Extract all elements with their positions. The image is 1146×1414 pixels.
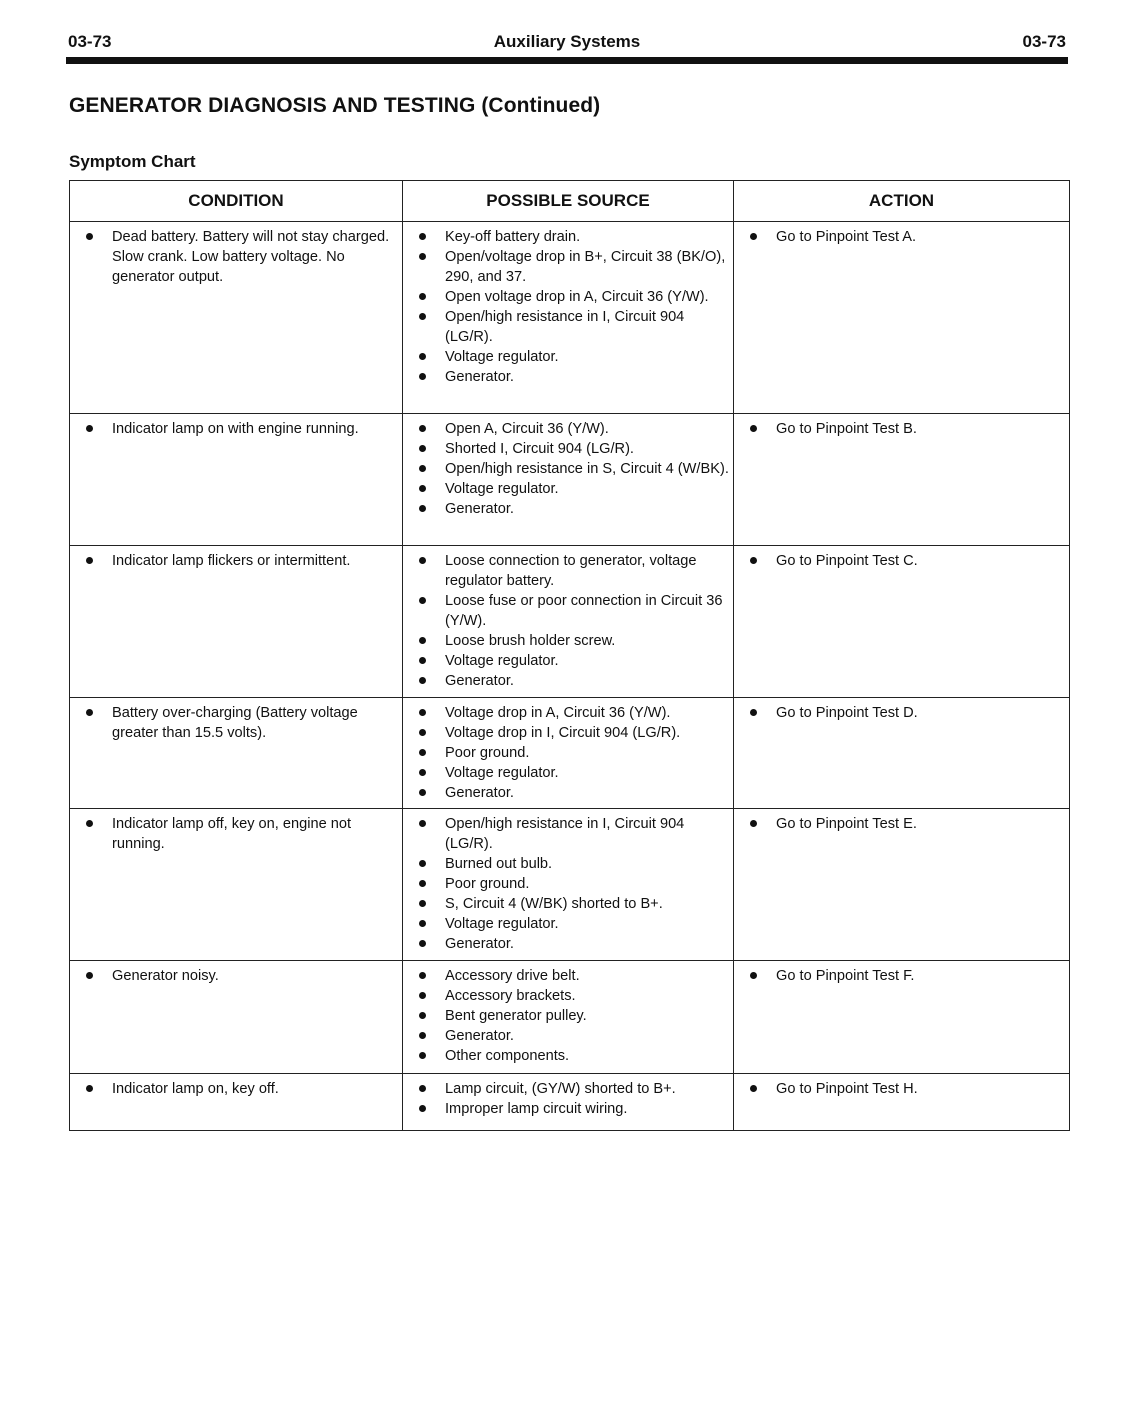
bullet-icon: [86, 820, 93, 827]
list-item-text: Generator.: [445, 936, 514, 952]
list-item-text: Voltage drop in A, Circuit 36 (Y/W).: [445, 705, 671, 721]
bullet-icon: [419, 557, 426, 564]
list-item: [413, 459, 729, 479]
list-item: [413, 227, 729, 247]
possible-source-cell: [403, 698, 734, 809]
list-item: [413, 347, 729, 367]
table-row: [70, 546, 1070, 698]
list-item-text: Voltage regulator.: [445, 481, 559, 497]
list-item: [413, 1006, 729, 1026]
list-item-text: Loose connection to generator, voltage regulator battery.: [445, 553, 697, 589]
list-item-text: Open/high resistance in I, Circuit 904 (LG/R).: [445, 309, 685, 345]
condition-cell: [70, 1074, 403, 1131]
list-item-text: Battery over-charging (Battery voltage greater than 15.5 volts).: [112, 705, 358, 741]
table-row: [70, 961, 1070, 1074]
bullet-icon: [419, 637, 426, 644]
list-item: [744, 419, 1065, 439]
bullet-icon: [419, 373, 426, 380]
list-item: [413, 763, 729, 783]
table-header-row: [70, 181, 1070, 222]
bullet-icon: [86, 557, 93, 564]
list-item: [80, 814, 398, 854]
column-header-possible-source: POSSIBLE SOURCE: [403, 181, 734, 222]
action-cell: [734, 222, 1070, 414]
list-item-text: Go to Pinpoint Test E.: [776, 816, 917, 832]
list-item: [413, 743, 729, 763]
table-row: [70, 1074, 1070, 1131]
bullet-list: [413, 551, 729, 691]
list-item-text: Indicator lamp off, key on, engine not running.: [112, 816, 352, 852]
bullet-icon: [419, 992, 426, 999]
action-cell: [734, 546, 1070, 698]
bullet-list: [80, 551, 398, 571]
bullet-icon: [419, 1032, 426, 1039]
list-item-text: Improper lamp circuit wiring.: [445, 1101, 628, 1117]
list-item-text: Open voltage drop in A, Circuit 36 (Y/W).: [445, 289, 709, 305]
bullet-list: [744, 703, 1065, 723]
header-rule: [66, 57, 1068, 64]
list-item: [413, 671, 729, 691]
list-item-text: Voltage drop in I, Circuit 904 (LG/R).: [445, 725, 681, 741]
list-item-text: Go to Pinpoint Test H.: [776, 1081, 918, 1097]
list-item-text: Voltage regulator.: [445, 765, 559, 781]
bullet-icon: [419, 1105, 426, 1112]
list-item: [744, 703, 1065, 723]
list-item-text: Voltage regulator.: [445, 349, 559, 365]
bullet-icon: [419, 940, 426, 947]
bullet-icon: [86, 425, 93, 432]
list-item: [80, 227, 398, 287]
bullet-icon: [750, 1085, 757, 1092]
list-item-text: Go to Pinpoint Test C.: [776, 553, 918, 569]
bullet-icon: [419, 485, 426, 492]
table-row: [70, 809, 1070, 961]
list-item-text: Go to Pinpoint Test F.: [776, 968, 915, 984]
bullet-icon: [419, 900, 426, 907]
condition-cell: [70, 414, 403, 546]
list-item: [80, 1079, 398, 1099]
list-item-text: Generator noisy.: [112, 968, 219, 984]
list-item-text: Indicator lamp on, key off.: [112, 1081, 279, 1097]
bullet-icon: [419, 677, 426, 684]
list-item-text: Generator.: [445, 785, 514, 801]
list-item-text: Go to Pinpoint Test B.: [776, 421, 917, 437]
action-cell: [734, 414, 1070, 546]
bullet-icon: [419, 709, 426, 716]
table-row: [70, 698, 1070, 809]
chart-subtitle: Symptom Chart: [69, 152, 196, 171]
bullet-icon: [419, 1052, 426, 1059]
page-number-right: 03-73: [1022, 32, 1066, 51]
possible-source-cell: [403, 809, 734, 961]
list-item-text: Open A, Circuit 36 (Y/W).: [445, 421, 609, 437]
bullet-icon: [419, 920, 426, 927]
bullet-icon: [419, 820, 426, 827]
list-item: [413, 814, 729, 854]
list-item: [413, 874, 729, 894]
list-item-text: Open/voltage drop in B+, Circuit 38 (BK/O), 290, and 37.: [445, 249, 726, 285]
bullet-list: [744, 551, 1065, 571]
action-cell: [734, 698, 1070, 809]
bullet-icon: [750, 425, 757, 432]
list-item-text: Loose brush holder screw.: [445, 633, 616, 649]
list-item: [744, 551, 1065, 571]
condition-cell: [70, 961, 403, 1074]
bullet-list: [413, 703, 729, 803]
condition-cell: [70, 698, 403, 809]
list-item-text: Other components.: [445, 1048, 570, 1064]
list-item: [413, 631, 729, 651]
list-item-text: Dead battery. Battery will not stay charged. Slow crank. Low battery voltage. No generator output.: [112, 229, 390, 285]
page-number-left: 03-73: [68, 32, 112, 51]
bullet-icon: [419, 1012, 426, 1019]
bullet-icon: [86, 1085, 93, 1092]
bullet-list: [413, 419, 729, 519]
list-item: [413, 419, 729, 439]
bullet-icon: [419, 769, 426, 776]
possible-source-cell: [403, 961, 734, 1074]
list-item: [413, 651, 729, 671]
list-item: [413, 894, 729, 914]
bullet-icon: [419, 293, 426, 300]
bullet-list: [744, 227, 1065, 247]
list-item: [80, 703, 398, 743]
list-item: [413, 499, 729, 519]
list-item-text: Accessory drive belt.: [445, 968, 580, 984]
list-item: [413, 914, 729, 934]
bullet-icon: [419, 597, 426, 604]
list-item: [413, 783, 729, 803]
list-item-text: Key-off battery drain.: [445, 229, 581, 245]
bullet-icon: [750, 709, 757, 716]
list-item: [413, 1099, 729, 1119]
column-header-action: ACTION: [734, 181, 1070, 222]
list-item-text: Indicator lamp flickers or intermittent.: [112, 553, 351, 569]
list-item: [413, 703, 729, 723]
possible-source-cell: [403, 222, 734, 414]
bullet-icon: [419, 729, 426, 736]
bullet-list: [80, 966, 398, 986]
list-item-text: Generator.: [445, 369, 514, 385]
list-item-text: Voltage regulator.: [445, 916, 559, 932]
bullet-icon: [419, 233, 426, 240]
bullet-icon: [419, 972, 426, 979]
bullet-list: [80, 703, 398, 743]
bullet-icon: [86, 972, 93, 979]
bullet-icon: [419, 353, 426, 360]
list-item: [80, 551, 398, 571]
condition-cell: [70, 809, 403, 961]
bullet-icon: [419, 313, 426, 320]
bullet-icon: [419, 253, 426, 260]
list-item-text: Generator.: [445, 673, 514, 689]
bullet-icon: [419, 789, 426, 796]
list-item-text: Generator.: [445, 1028, 514, 1044]
bullet-icon: [419, 880, 426, 887]
list-item: [413, 479, 729, 499]
bullet-icon: [750, 820, 757, 827]
list-item-text: Generator.: [445, 501, 514, 517]
list-item: [413, 551, 729, 591]
list-item: [413, 367, 729, 387]
bullet-list: [80, 419, 398, 439]
page-title: GENERATOR DIAGNOSIS AND TESTING (Continued): [69, 94, 601, 117]
list-item: [413, 439, 729, 459]
action-cell: [734, 1074, 1070, 1131]
condition-cell: [70, 546, 403, 698]
list-item: [413, 307, 729, 347]
bullet-list: [744, 1079, 1065, 1099]
list-item-text: Bent generator pulley.: [445, 1008, 587, 1024]
list-item: [744, 966, 1065, 986]
list-item: [413, 966, 729, 986]
bullet-icon: [419, 749, 426, 756]
bullet-icon: [86, 709, 93, 716]
bullet-list: [413, 227, 729, 387]
list-item: [413, 287, 729, 307]
list-item: [413, 854, 729, 874]
page-header: [68, 30, 1066, 54]
bullet-icon: [750, 557, 757, 564]
list-item: [413, 723, 729, 743]
action-cell: [734, 961, 1070, 1074]
list-item: [413, 1026, 729, 1046]
bullet-list: [80, 1079, 398, 1099]
list-item-text: Poor ground.: [445, 876, 530, 892]
bullet-list: [80, 227, 398, 287]
bullet-list: [413, 966, 729, 1066]
possible-source-cell: [403, 1074, 734, 1131]
list-item-text: S, Circuit 4 (W/BK) shorted to B+.: [445, 896, 663, 912]
list-item: [413, 1079, 729, 1099]
symptom-chart: [69, 180, 1070, 1131]
list-item-text: Accessory brackets.: [445, 988, 576, 1004]
bullet-icon: [419, 465, 426, 472]
list-item-text: Lamp circuit, (GY/W) shorted to B+.: [445, 1081, 676, 1097]
list-item: [744, 227, 1065, 247]
list-item-text: Shorted I, Circuit 904 (LG/R).: [445, 441, 634, 457]
bullet-icon: [419, 860, 426, 867]
list-item-text: Burned out bulb.: [445, 856, 553, 872]
list-item-text: Open/high resistance in I, Circuit 904 (LG/R).: [445, 816, 685, 852]
table-body: [70, 222, 1070, 1131]
list-item: [413, 934, 729, 954]
bullet-icon: [419, 1085, 426, 1092]
list-item: [413, 986, 729, 1006]
bullet-icon: [419, 425, 426, 432]
bullet-list: [413, 1079, 729, 1119]
list-item: [744, 814, 1065, 834]
list-item: [413, 591, 729, 631]
action-cell: [734, 809, 1070, 961]
list-item-text: Indicator lamp on with engine running.: [112, 421, 359, 437]
bullet-icon: [750, 233, 757, 240]
bullet-list: [744, 419, 1065, 439]
possible-source-cell: [403, 414, 734, 546]
bullet-icon: [419, 657, 426, 664]
list-item-text: Open/high resistance in S, Circuit 4 (W/BK).: [445, 461, 729, 477]
table-row: [70, 414, 1070, 546]
possible-source-cell: [403, 546, 734, 698]
condition-cell: [70, 222, 403, 414]
list-item-text: Voltage regulator.: [445, 653, 559, 669]
section-title: Auxiliary Systems: [493, 32, 641, 51]
bullet-list: [413, 814, 729, 954]
bullet-icon: [86, 233, 93, 240]
list-item: [744, 1079, 1065, 1099]
list-item-text: Go to Pinpoint Test D.: [776, 705, 918, 721]
list-item: [413, 247, 729, 287]
bullet-icon: [419, 445, 426, 452]
list-item: [413, 1046, 729, 1066]
list-item: [80, 966, 398, 986]
bullet-icon: [419, 505, 426, 512]
list-item-text: Go to Pinpoint Test A.: [776, 229, 917, 245]
list-item-text: Poor ground.: [445, 745, 530, 761]
bullet-list: [744, 966, 1065, 986]
column-header-condition: CONDITION: [70, 181, 403, 222]
list-item-text: Loose fuse or poor connection in Circuit 36 (Y/W).: [445, 593, 723, 629]
list-item: [80, 419, 398, 439]
bullet-list: [744, 814, 1065, 834]
table-row: [70, 222, 1070, 414]
bullet-icon: [750, 972, 757, 979]
bullet-list: [80, 814, 398, 854]
